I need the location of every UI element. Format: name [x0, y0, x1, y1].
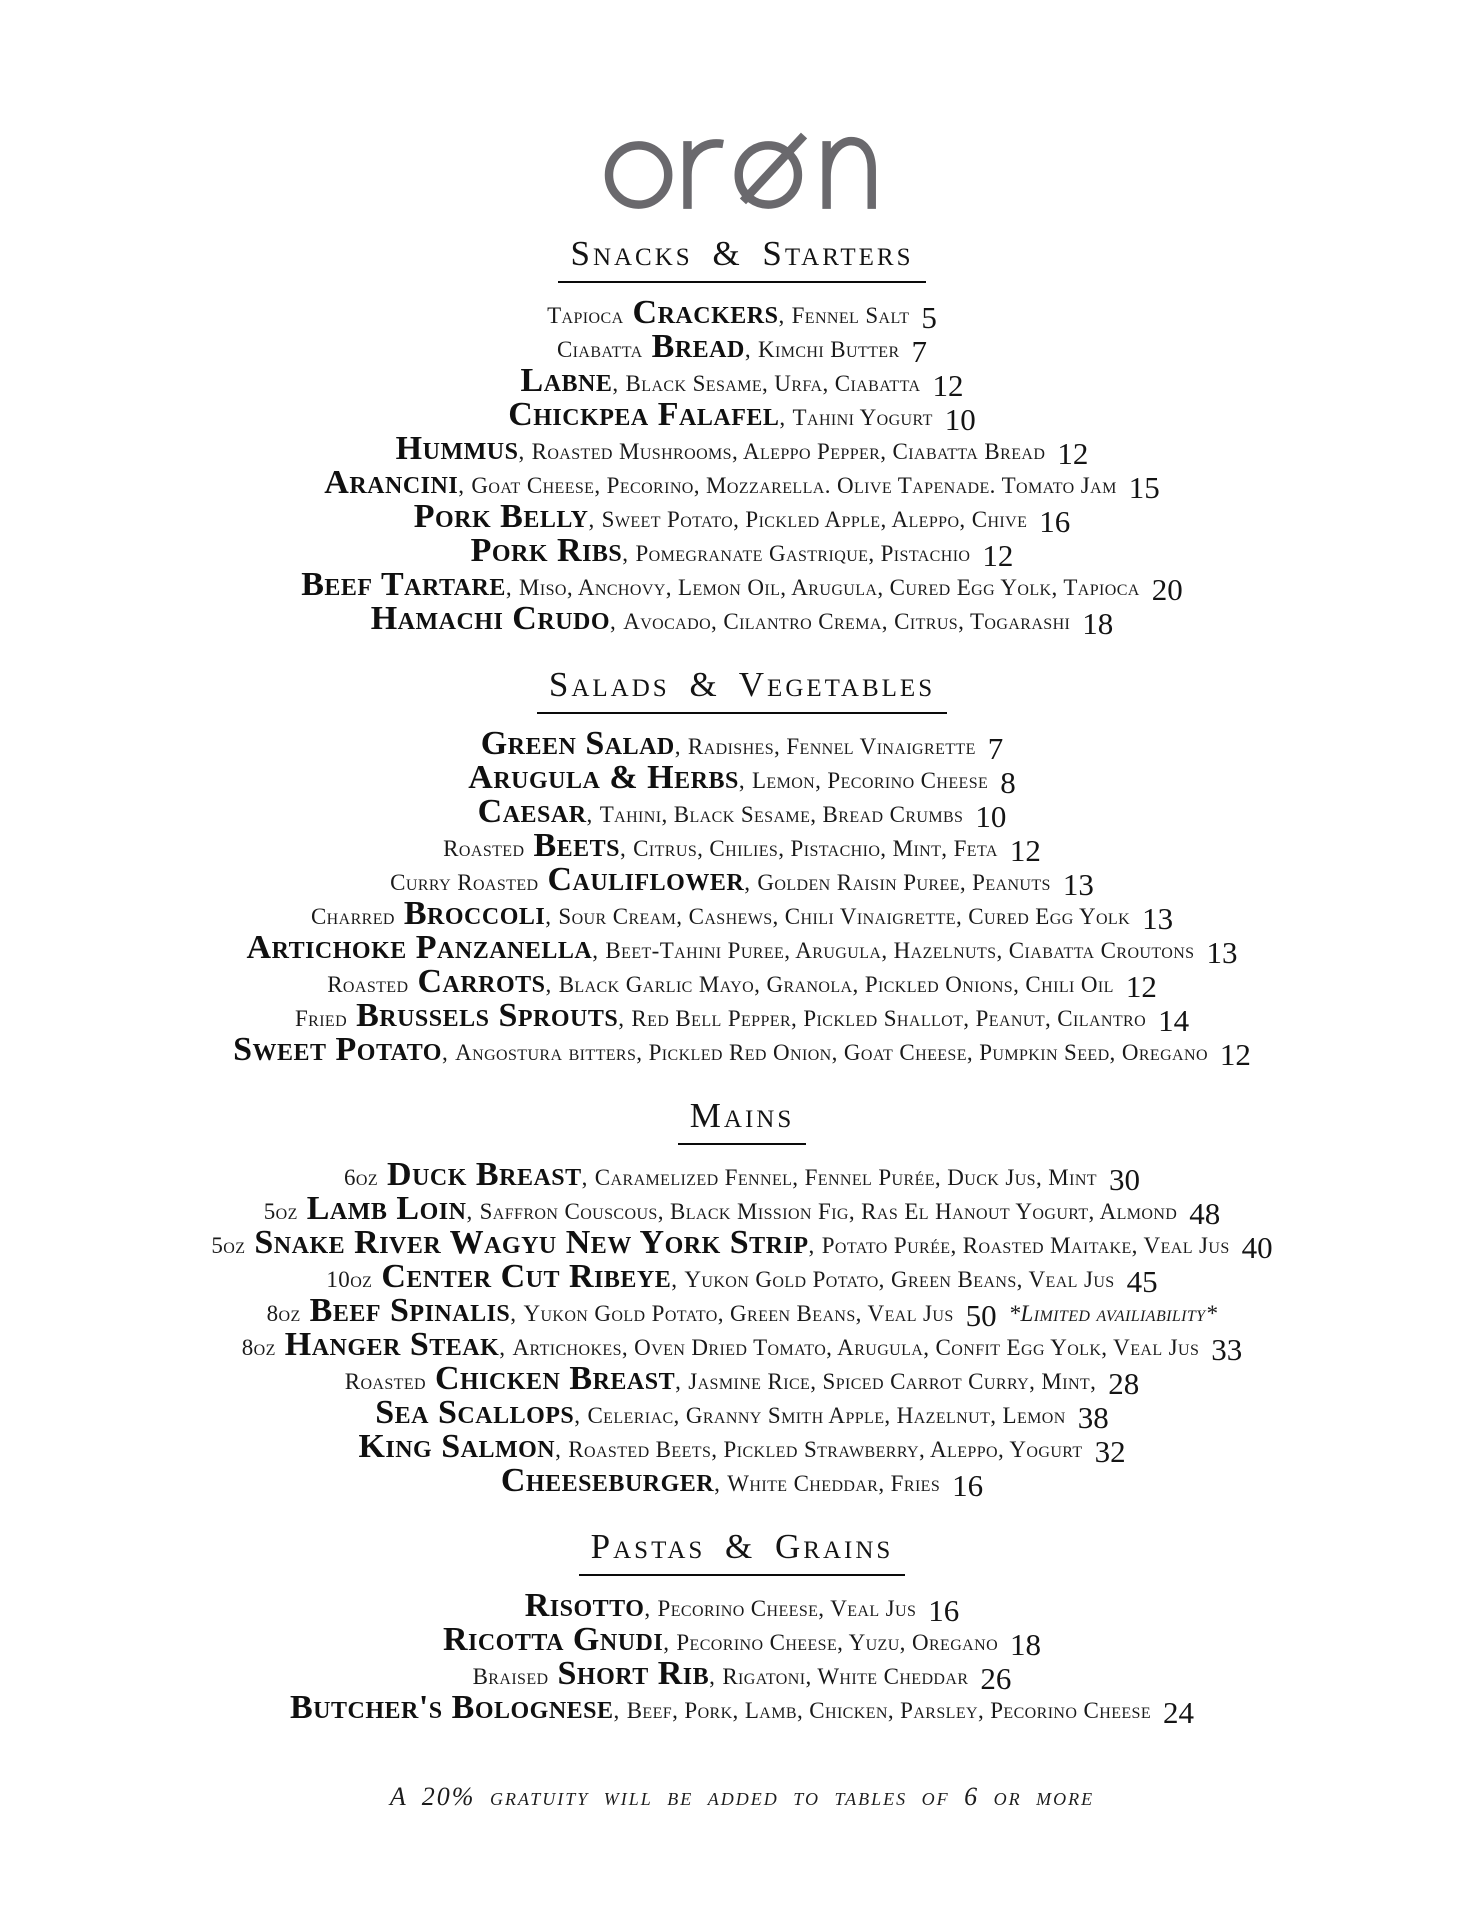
section-title: Salads & Vegetables [537, 665, 947, 714]
item-price: 33 [1211, 1332, 1243, 1367]
item-name: Lamb Loin [306, 1190, 467, 1227]
menu-item [0, 566, 1484, 607]
item-price: 32 [1094, 1434, 1126, 1469]
item-price: 48 [1189, 1196, 1221, 1231]
menu-item [0, 1292, 1484, 1333]
item-separator: , [675, 1369, 682, 1394]
item-name: Artichoke Panzanella [246, 929, 593, 966]
item-name: Center Cut Ribeye [381, 1258, 672, 1295]
item-description: Lemon, Pecorino Cheese [751, 768, 989, 793]
item-description: Jasmine Rice, Spiced Carrot Curry, Mint, [688, 1369, 1097, 1394]
item-separator: , [466, 1199, 473, 1224]
item-prefix: Curry Roasted [390, 870, 539, 895]
item-price: 16 [1039, 504, 1071, 539]
item-separator: , [586, 802, 593, 827]
menu-item [0, 997, 1484, 1038]
item-name: Caesar [477, 793, 587, 830]
item-description: Beef, Pork, Lamb, Chicken, Parsley, Pecorino Cheese [626, 1698, 1152, 1723]
item-separator: , [588, 507, 595, 532]
item-description: Rigatoni, White Cheddar [722, 1664, 969, 1689]
item-description: Fennel Salt [791, 303, 910, 328]
menu-item [0, 464, 1484, 505]
section-items [0, 1156, 1484, 1503]
item-prefix: Ciabatta [556, 337, 643, 362]
item-separator: , [610, 609, 617, 634]
item-name: Pork Ribs [470, 532, 623, 569]
menu-item [0, 895, 1484, 936]
item-separator: , [714, 1471, 721, 1496]
item-price: 12 [1057, 436, 1089, 471]
item-prefix: Fried [294, 1006, 348, 1031]
item-description: Caramelized Fennel, Fennel Purée, Duck Jus, Mint [594, 1165, 1097, 1190]
item-name: Labne [520, 362, 613, 399]
item-name: Carrots [417, 963, 546, 1000]
menu-item [0, 498, 1484, 539]
item-name: Crackers [632, 294, 779, 331]
item-prefix: Tapioca [547, 303, 624, 328]
item-description: Kimchi Butter [757, 337, 900, 362]
menu-item [0, 1326, 1484, 1367]
menu-section [0, 665, 1484, 1070]
item-name: Chickpea Falafel [508, 396, 780, 433]
oren-logo-glyphs [601, 128, 883, 222]
item-description: Black Garlic Mayo, Granola, Pickled Onions, Chili Oil [558, 972, 1114, 997]
menu-sections [0, 234, 1484, 1728]
item-price: 18 [1082, 606, 1114, 641]
item-description: Sour Cream, Cashews, Chili Vinaigrette, Cured Egg Yolk [558, 904, 1131, 929]
item-price: 12 [982, 538, 1014, 573]
item-price: 12 [1125, 969, 1157, 1004]
item-separator: , [458, 473, 465, 498]
item-prefix: Roasted [344, 1369, 426, 1394]
item-description: Red Bell Pepper, Pickled Shallot, Peanut, Cilantro [631, 1006, 1147, 1031]
item-price: 38 [1077, 1400, 1109, 1435]
item-description: Roasted Mushrooms, Aleppo Pepper, Ciabatta Bread [531, 439, 1046, 464]
item-separator: , [581, 1165, 588, 1190]
menu-item [0, 328, 1484, 369]
oren-logo [0, 128, 1484, 230]
menu-item [0, 1621, 1484, 1662]
item-prefix: 8oz [266, 1301, 301, 1326]
menu-section [0, 1096, 1484, 1501]
menu-item [0, 1655, 1484, 1696]
menu-item [0, 963, 1484, 1004]
item-price: 24 [1163, 1695, 1195, 1730]
item-description: Avocado, Cilantro Crema, Citrus, Togarashi [623, 609, 1071, 634]
item-separator: , [738, 768, 745, 793]
menu-item [0, 1394, 1484, 1435]
gratuity-note: A 20% gratuity will be added to tables of 6 or more [389, 1782, 1095, 1811]
item-separator: , [778, 303, 785, 328]
item-description: Golden Raisin Puree, Peanuts [757, 870, 1051, 895]
item-price: 10 [944, 402, 976, 437]
item-prefix: Braised [472, 1664, 549, 1689]
item-price: 40 [1241, 1230, 1273, 1265]
item-name: Arancini [324, 464, 459, 501]
item-separator: , [644, 1596, 651, 1621]
item-name: Cheeseburger [500, 1462, 715, 1499]
item-separator: , [505, 575, 513, 600]
item-name: Beef Tartare [301, 566, 506, 603]
item-price: 20 [1151, 572, 1183, 607]
item-price: 12 [1219, 1037, 1251, 1072]
item-name: Risotto [524, 1587, 645, 1624]
item-name: Sweet Potato [233, 1031, 442, 1068]
menu-section [0, 1527, 1484, 1728]
item-price: 50 [965, 1298, 997, 1333]
item-separator: , [618, 1006, 625, 1031]
item-name: Cauliflower [547, 861, 745, 898]
item-name: King Salmon [358, 1428, 556, 1465]
item-separator: , [545, 904, 552, 929]
item-separator: , [612, 371, 619, 396]
item-price: 13 [1062, 867, 1094, 902]
item-separator: , [545, 972, 552, 997]
item-separator: , [779, 405, 786, 430]
item-separator: , [671, 1267, 678, 1292]
menu-item [0, 1224, 1484, 1265]
item-description: Tahini Yogurt [792, 405, 933, 430]
item-prefix: 5oz [263, 1199, 298, 1224]
item-separator: , [744, 337, 751, 362]
item-name: Butcher's Bolognese [289, 1689, 614, 1726]
item-price: 13 [1142, 901, 1174, 936]
item-separator: , [510, 1301, 517, 1326]
item-description: Tahini, Black Sesame, Bread Crumbs [599, 802, 964, 827]
menu-item [0, 1428, 1484, 1469]
item-description: Roasted Beets, Pickled Strawberry, Aleppo, Yogurt [568, 1437, 1083, 1462]
item-description: Pecorino Cheese, Yuzu, Oregano [676, 1630, 999, 1655]
section-items [0, 725, 1484, 1072]
item-separator: , [620, 836, 627, 861]
section-items [0, 294, 1484, 641]
menu-item [0, 861, 1484, 902]
menu-item [0, 725, 1484, 766]
item-description: Sweet Potato, Pickled Apple, Aleppo, Chive [601, 507, 1028, 532]
item-prefix: 6oz [344, 1165, 379, 1190]
item-price: 12 [1009, 833, 1041, 868]
item-description: Saffron Couscous, Black Mission Fig, Ras El Hanout Yogurt, Almond [479, 1199, 1178, 1224]
item-prefix: 5oz [211, 1233, 246, 1258]
item-separator: , [592, 938, 599, 963]
item-separator: , [709, 1664, 716, 1689]
item-prefix: Roasted [327, 972, 409, 997]
menu-item [0, 1031, 1484, 1072]
item-separator: , [744, 870, 751, 895]
menu-item [0, 600, 1484, 641]
item-note: *Limited availiability* [1008, 1301, 1218, 1326]
menu-item [0, 1360, 1484, 1401]
item-separator: , [441, 1040, 449, 1065]
item-price: 5 [921, 300, 937, 335]
item-name: Hamachi Crudo [370, 600, 611, 637]
item-price: 45 [1126, 1264, 1158, 1299]
item-description: Potato Purée, Roasted Maitake, Veal Jus [821, 1233, 1230, 1258]
item-description: Pecorino Cheese, Veal Jus [657, 1596, 917, 1621]
menu-item [0, 793, 1484, 834]
item-price: 30 [1108, 1162, 1140, 1197]
item-prefix: 8oz [241, 1335, 276, 1360]
item-price: 7 [987, 731, 1004, 766]
item-description: Citrus, Chilies, Pistachio, Mint, Feta [633, 836, 998, 861]
item-name: Brussels Sprouts [356, 997, 619, 1034]
item-price: 26 [980, 1661, 1012, 1696]
item-price: 8 [1000, 765, 1016, 800]
section-title: Snacks & Starters [558, 234, 925, 283]
item-name: Arugula & Herbs [468, 759, 739, 796]
menu-item [0, 1258, 1484, 1299]
section-title: Pastas & Grains [579, 1527, 906, 1576]
menu-item [0, 1156, 1484, 1197]
item-separator: , [518, 439, 525, 464]
item-name: Beef Spinalis [309, 1292, 511, 1329]
item-price: 13 [1206, 935, 1238, 970]
section-items [0, 1587, 1484, 1730]
item-prefix: Roasted [443, 836, 525, 861]
menu-item [0, 396, 1484, 437]
menu-item [0, 532, 1484, 573]
item-description: White Cheddar, Fries [727, 1471, 941, 1496]
item-separator: , [663, 1630, 670, 1655]
item-description: Black Sesame, Urfa, Ciabatta [625, 371, 921, 396]
item-description: Pomegranate Gastrique, Pistachio [635, 541, 971, 566]
item-prefix: Charred [310, 904, 395, 929]
item-description: Yukon Gold Potato, Green Beans, Veal Jus [523, 1301, 954, 1326]
item-price: 12 [932, 368, 964, 403]
item-separator: , [574, 1403, 581, 1428]
menu-item [0, 1587, 1484, 1628]
item-description: Miso, Anchovy, Lemon Oil, Arugula, Cured Egg Yolk, Tapioca [519, 575, 1140, 600]
section-title: Mains [678, 1096, 806, 1145]
item-separator: , [622, 541, 629, 566]
menu-section [0, 234, 1484, 639]
item-price: 7 [911, 334, 928, 369]
item-description: Beet-Tahini Puree, Arugula, Hazelnuts, Ciabatta Croutons [605, 938, 1195, 963]
item-name: Duck Breast [387, 1156, 582, 1193]
item-name: Short Rib [557, 1655, 710, 1692]
item-separator: , [808, 1233, 815, 1258]
item-separator: , [613, 1698, 620, 1723]
item-name: Hanger Steak [284, 1326, 500, 1363]
item-price: 10 [975, 799, 1007, 834]
item-name: Bread [651, 328, 745, 365]
item-prefix: 10oz [326, 1267, 373, 1292]
item-separator: , [674, 734, 681, 759]
item-price: 14 [1158, 1003, 1190, 1038]
menu-item [0, 1689, 1484, 1730]
item-price: 15 [1128, 470, 1160, 505]
item-name: Green Salad [480, 725, 675, 762]
item-name: Ricotta Gnudi [442, 1621, 664, 1658]
item-price: 28 [1108, 1366, 1140, 1401]
item-description: Angostura bitters, Pickled Red Onion, Goat Cheese, Pumpkin Seed, Oregano [455, 1040, 1208, 1065]
item-separator: , [499, 1335, 506, 1360]
item-name: Chicken Breast [434, 1360, 676, 1397]
item-name: Beets [533, 827, 620, 864]
item-name: Snake River Wagyu New York Strip [254, 1224, 809, 1261]
menu-item [0, 929, 1484, 970]
menu-item [0, 1462, 1484, 1503]
item-name: Pork Belly [413, 498, 589, 535]
item-description: Artichokes, Oven Dried Tomato, Arugula, Confit Egg Yolk, Veal Jus [512, 1335, 1200, 1360]
menu-item [0, 430, 1484, 471]
item-name: Broccoli [403, 895, 546, 932]
item-name: Hummus [395, 430, 519, 467]
item-description: Goat Cheese, Pecorino, Mozzarella. Olive Tapenade. Tomato Jam [471, 473, 1117, 498]
item-price: 16 [928, 1593, 960, 1628]
item-name: Sea Scallops [375, 1394, 575, 1431]
item-description: Radishes, Fennel Vinaigrette [687, 734, 976, 759]
item-description: Celeriac, Granny Smith Apple, Hazelnut, Lemon [587, 1403, 1066, 1428]
menu-item [0, 759, 1484, 800]
item-price: 16 [952, 1468, 984, 1503]
item-separator: , [555, 1437, 562, 1462]
item-description: Yukon Gold Potato, Green Beans, Veal Jus [684, 1267, 1115, 1292]
item-price: 18 [1010, 1627, 1042, 1662]
